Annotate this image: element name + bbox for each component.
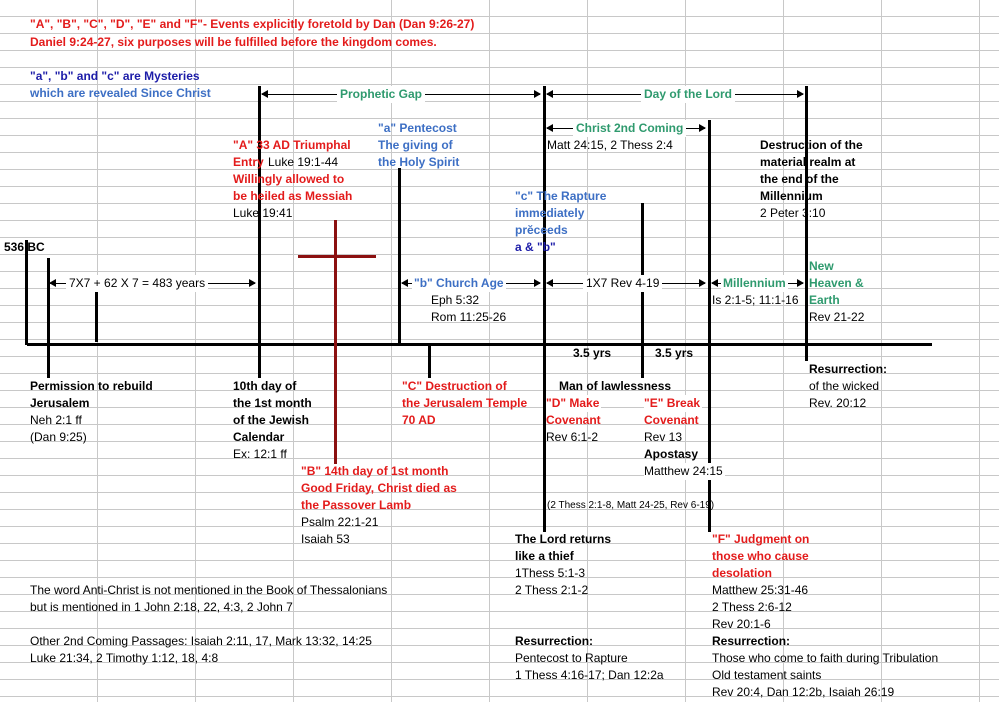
judgment-line-1: "F" Judgment on <box>712 532 810 546</box>
break-covenant-line-1: "E" Break <box>644 396 701 410</box>
judgment-ref-2: 2 Thess 2:6-12 <box>712 600 792 614</box>
good-friday-ref-2: Isaiah 53 <box>301 532 350 546</box>
good-friday-line-3: the Passover Lamb <box>301 498 412 512</box>
pentecost-line-2: The giving of <box>378 138 453 152</box>
permission-ref-2: (Dan 9:25) <box>30 430 87 444</box>
destruction-ref: 2 Peter 3:10 <box>760 206 826 220</box>
millennium-label: Millennium <box>723 276 786 290</box>
other-passages-note-1: Other 2nd Coming Passages: Isaiah 2:11, 17, Mark 13:32, 14:25 <box>30 634 372 648</box>
timeline-main-line <box>27 343 932 346</box>
new-heaven-ref: Rev 21-22 <box>809 310 865 324</box>
lord-returns-ref-1: 1Thess 5:1-3 <box>515 566 586 580</box>
temple-line-2: the Jerusalem Temple <box>402 396 528 410</box>
church-ref-1: Eph 5:32 <box>431 293 480 307</box>
lord-returns-line-2: like a thief <box>515 549 574 563</box>
weeks-tick-line <box>95 292 98 342</box>
new-heaven-line-2: Heaven & <box>809 276 864 290</box>
prophetic-gap-label: Prophetic Gap <box>337 86 425 103</box>
antichrist-note-2: but is mentioned in 1 John 2:18, 22, 4:3, 2 John 7 <box>30 600 293 614</box>
legend-revealed: which are revealed Since Christ <box>30 86 211 100</box>
permission-line-1: Permission to rebuild <box>30 379 153 393</box>
rapture-line-2: immediately <box>515 206 585 220</box>
make-covenant-ref: Rev 6:1-2 <box>546 430 599 444</box>
second-coming-label: Christ 2nd Coming <box>573 120 686 137</box>
other-passages-note-2: Luke 21:34, 2 Timothy 1:12, 18, 4:8 <box>30 651 219 665</box>
make-covenant-line-1: "D" Make <box>546 396 600 410</box>
good-friday-line-1: "B" 14th day of 1st month <box>301 464 449 478</box>
permission-ref-1: Neh 2:1 ff <box>30 413 82 427</box>
destruction-line-4: Millennium <box>760 189 823 203</box>
antichrist-note-1: The word Anti-Christ is not mentioned in the Book of Thessalonians <box>30 583 388 597</box>
resurrection-trib-line-3: Old testament saints <box>712 668 822 682</box>
start-tick-line <box>47 258 50 378</box>
judgment-ref-3: Rev 20:1-6 <box>712 617 771 631</box>
thess-passages-ref: (2 Thess 2:1-8, Matt 24-25, Rev 6-19) <box>547 500 715 511</box>
millennium-ref: Is 2:1-5; 11:1-16 <box>712 293 799 307</box>
legend-purposes: Daniel 9:24-27, six purposes will be fulfilled before the kingdom comes. <box>30 35 437 49</box>
good-friday-line-2: Good Friday, Christ died as <box>301 481 457 495</box>
resurrection-trib-ref: Rev 20:4, Dan 12:2b, Isaiah 26:19 <box>712 685 895 699</box>
resurrection-trib-line-2: Those who come to faith during Tribulation <box>712 651 939 665</box>
rev-week-label: 1X7 Rev 4-19 <box>583 275 662 292</box>
temple-line <box>428 343 431 378</box>
pentecost-line <box>398 168 401 345</box>
triumphal-ref: Luke 19:1-44 <box>268 155 339 169</box>
break-covenant-ref: Rev 13 <box>644 430 683 444</box>
resurrection-wicked-line-2: of the wicked <box>809 379 880 393</box>
tenth-day-line-1: 10th day of <box>233 379 297 393</box>
new-heaven-line-3: Earth <box>809 293 840 307</box>
destruction-line-3: the end of the <box>760 172 839 186</box>
day-of-lord-label: Day of the Lord <box>641 86 735 103</box>
triumphal-line-2: Entry <box>233 155 264 169</box>
tenth-day-line-4: Calendar <box>233 430 285 444</box>
rapture-line <box>543 86 546 532</box>
lawlessness-label: Man of lawlessness <box>559 379 672 393</box>
apostasy-ref: Matthew 24:15 <box>644 464 723 478</box>
pentecost-line-3: the Holy Spirit <box>378 155 460 169</box>
lord-returns-line-1: The Lord returns <box>515 532 612 546</box>
apostasy-label: Apostasy <box>644 447 699 461</box>
resurrection-rapture-line-2: Pentecost to Rapture <box>515 651 628 665</box>
lord-returns-ref-2: 2 Thess 2:1-2 <box>515 583 589 597</box>
tenth-day-line-3: of the Jewish <box>233 413 310 427</box>
first-half-label: 3.5 yrs <box>573 346 612 360</box>
legend-mysteries: "a", "b" and "c" are Mysteries <box>30 69 200 83</box>
church-ref-2: Rom 11:25-26 <box>431 310 507 324</box>
triumphal-line-1: "A" 33 AD Triumphal <box>233 138 351 152</box>
start-date-label: 536 BC <box>4 240 45 254</box>
judgment-line-2: those who cause <box>712 549 809 563</box>
church-age-label: "b" Church Age <box>414 276 504 290</box>
triumphal-line <box>258 86 261 378</box>
break-covenant-line-2: Covenant <box>644 413 699 427</box>
temple-line-3: 70 AD <box>402 413 436 427</box>
weeks-label: 7X7 + 62 X 7 = 483 years <box>66 275 208 292</box>
destruction-line-1: Destruction of the <box>760 138 863 152</box>
judgment-line-3: desolation <box>712 566 773 580</box>
temple-line-1: "C" Destruction of <box>402 379 507 393</box>
resurrection-wicked-line-1: Resurrection: <box>809 362 888 376</box>
destruction-line-2: material realm at <box>760 155 856 169</box>
resurrection-rapture-line-1: Resurrection: <box>515 634 594 648</box>
rapture-line-1: "c" The Rapture <box>515 189 607 203</box>
good-friday-ref-1: Psalm 22:1-21 <box>301 515 379 529</box>
triumphal-line-3: Willingly allowed to <box>233 172 345 186</box>
triumphal-line-4: be heiled as Messiah <box>233 189 353 203</box>
triumphal-ref-2: Luke 19:41 <box>233 206 293 220</box>
permission-line-2: Jerusalem <box>30 396 90 410</box>
rapture-line-4: a & "b" <box>515 240 556 254</box>
make-covenant-line-2: Covenant <box>546 413 601 427</box>
judgment-ref-1: Matthew 25:31-46 <box>712 583 809 597</box>
pentecost-line-1: "a" Pentecost <box>378 121 457 135</box>
tenth-day-line-2: the 1st month <box>233 396 312 410</box>
legend-events: "A", "B", "C", "D", "E" and "F"- Events explicitly foretold by Dan (Dan 9:26-27) <box>30 17 475 31</box>
rapture-line-3: prĕceeds <box>515 223 568 237</box>
resurrection-rapture-ref: 1 Thess 4:16-17; Dan 12:2a <box>515 668 664 682</box>
new-heaven-line-1: New <box>809 259 834 273</box>
cross-horizontal <box>298 255 376 258</box>
tenth-day-ref: Ex: 12:1 ff <box>233 447 287 461</box>
resurrection-trib-line-1: Resurrection: <box>712 634 791 648</box>
second-half-label: 3.5 yrs <box>655 346 694 360</box>
millennium-end-line <box>805 86 808 361</box>
resurrection-wicked-ref: Rev. 20:12 <box>809 396 867 410</box>
second-coming-ref: Matt 24:15, 2 Thess 2:4 <box>547 138 673 152</box>
